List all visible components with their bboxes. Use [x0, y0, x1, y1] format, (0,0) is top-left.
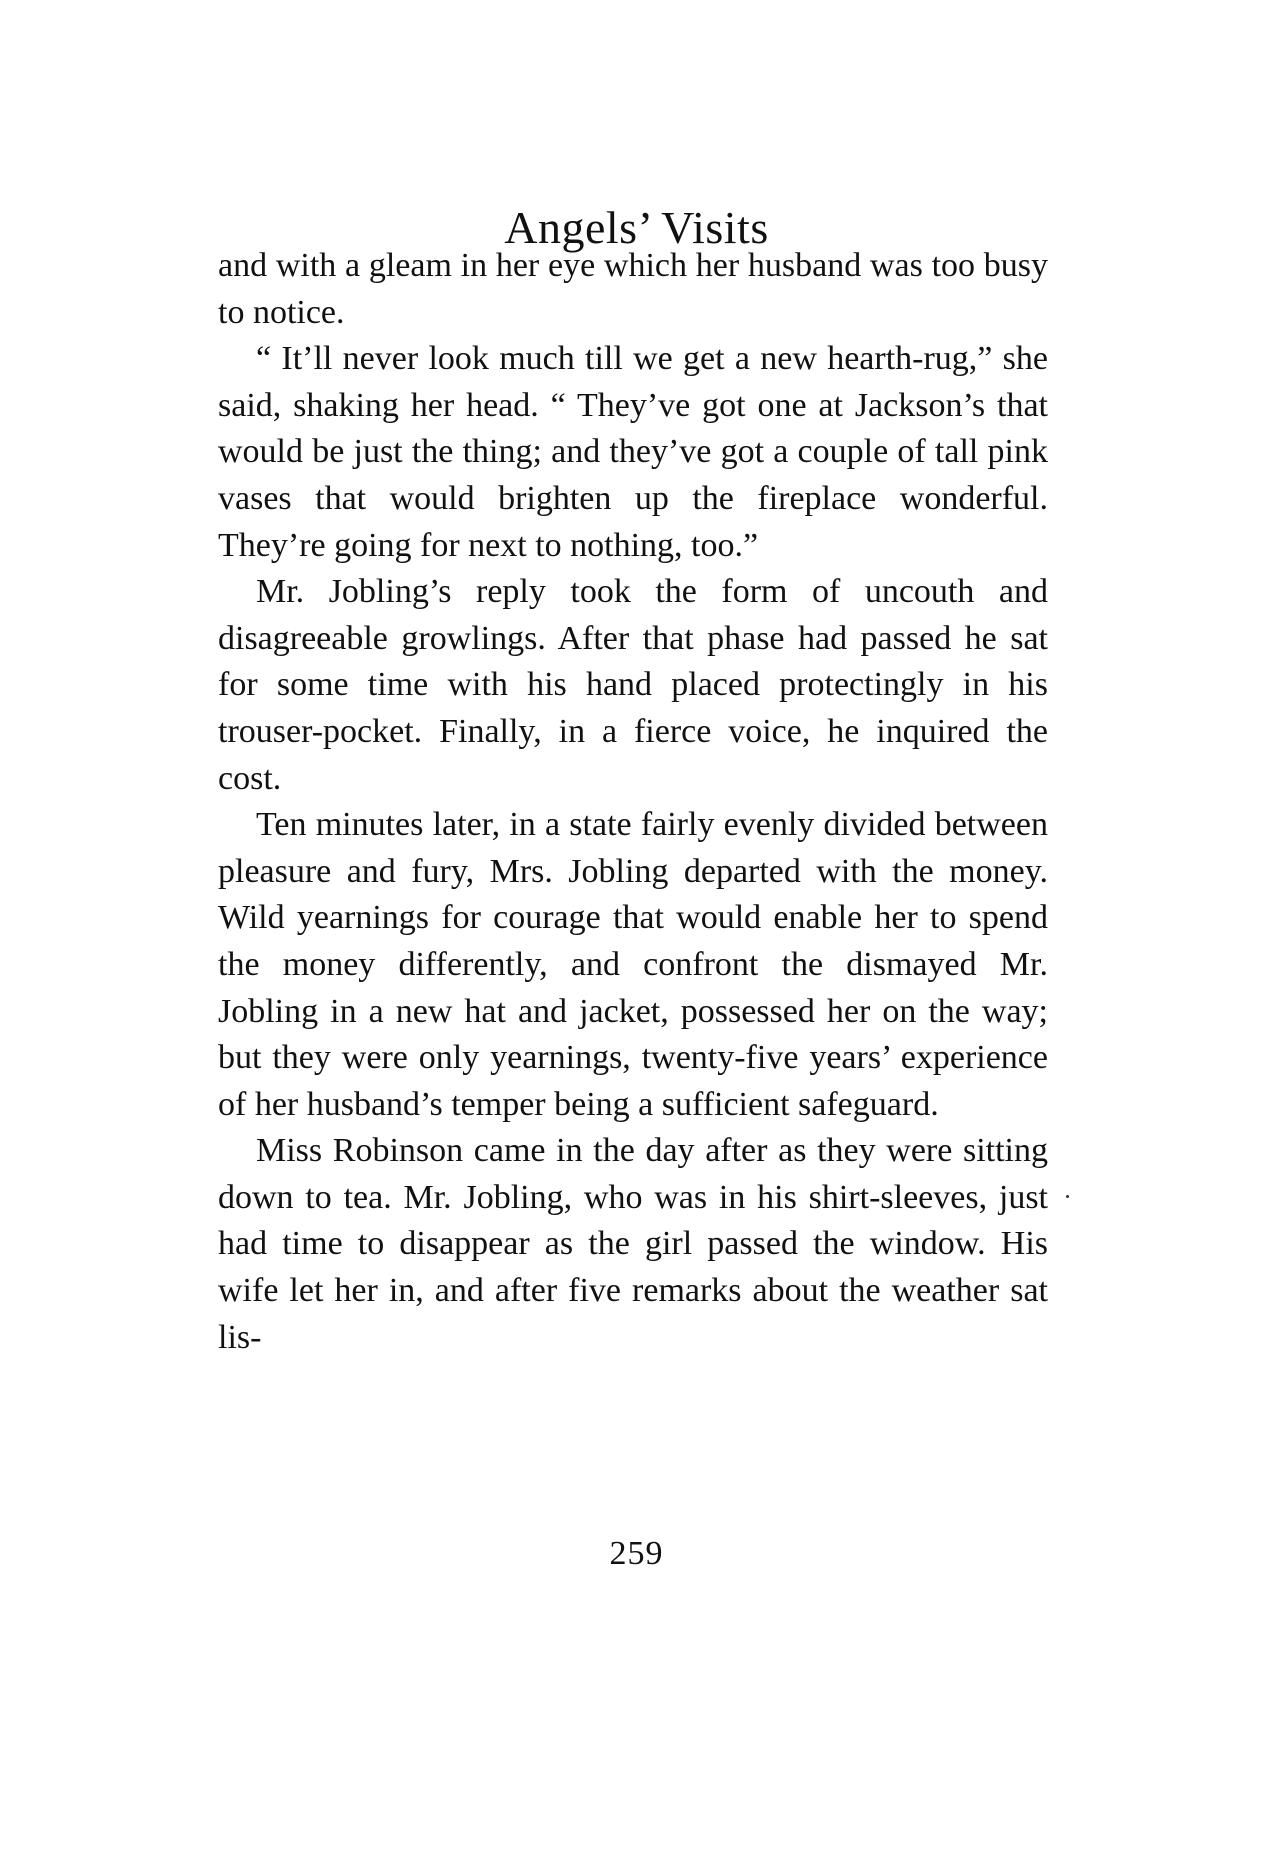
print-speck: [1066, 1195, 1069, 1198]
paragraph-hearthrug: “ It’ll never look much till we get a new hearth-rug,” she said, shaking her head. “ They’ve got one at Jackson’s that would be just the thing; and they’ve got a couple of tall pink vases that would brighten up the fireplace wonderful. They’re going for next to nothing, too.”: [218, 340, 1048, 564]
paragraph-jobling-reply: Mr. Jobling’s reply took the form of uncouth and disagreeable growlings. After that phase had passed he sat for some time with his hand placed protectingly in his trouser-pocket. Finally, in a fierce voice, he inquired the cost.: [218, 573, 1048, 797]
paragraph-miss-robinson: Miss Robinson came in the day after as they were sitting down to tea. Mr. Jobling, who was in his shirt-sleeves, just had time to disappear as the girl passed the window. His wife let her in, and after five remarks about the weather sat lis-: [218, 1132, 1048, 1356]
running-title: Angels’ Visits: [504, 202, 769, 253]
paragraph-ten-minutes-later: Ten minutes later, in a state fairly evenly divided between pleasure and fury, Mrs. Jobling departed with the money. Wild yearnings for courage that would enable her to spend the money differently, and confront the dismayed Mr. Jobling in a new hat and jacket, possessed her on the way; but they were only yearnings, twenty-five years’ experience of her husband’s temper being a sufficient safeguard.: [218, 806, 1048, 1123]
paragraph-continuation: and with a gleam in her eye which her husband was too busy to notice.: [218, 247, 1048, 331]
body-text: [218, 243, 1048, 1361]
page-number: 259: [609, 1535, 664, 1572]
